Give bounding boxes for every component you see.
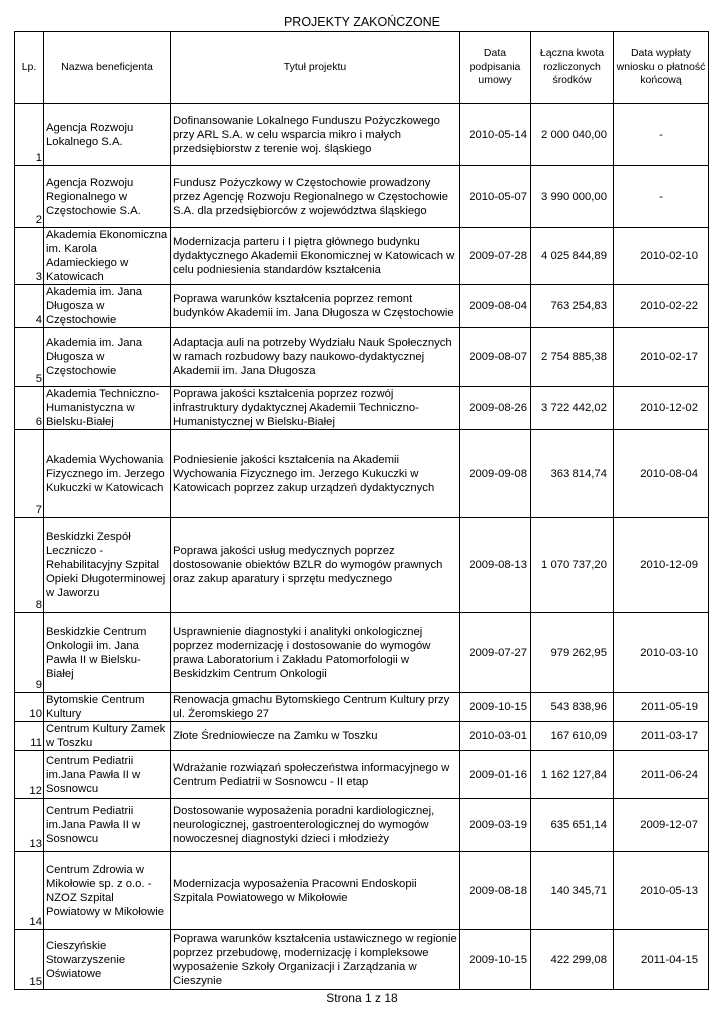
row-number: 15 bbox=[15, 930, 44, 990]
payment-date-cell: 2010-12-02 bbox=[614, 387, 709, 430]
row-number: 9 bbox=[15, 613, 44, 693]
row-number: 4 bbox=[15, 285, 44, 328]
beneficiary-cell: Akademia im. Jana Długosza w Częstochowie bbox=[44, 285, 171, 328]
payment-date-cell: 2010-02-17 bbox=[614, 328, 709, 387]
beneficiary-cell: Cieszyńskie Stowarzyszenie Oświatowe bbox=[44, 930, 171, 990]
row-number: 1 bbox=[15, 104, 44, 166]
payment-date-cell: 2010-03-10 bbox=[614, 613, 709, 693]
sign-date-cell: 2009-08-04 bbox=[460, 285, 531, 328]
beneficiary-cell: Akademia Wychowania Fizycznego im. Jerzego Kukuczki w Katowicach bbox=[44, 430, 171, 518]
header-lp: Lp. bbox=[15, 32, 44, 104]
payment-date-cell: 2009-12-07 bbox=[614, 799, 709, 852]
row-number: 3 bbox=[15, 228, 44, 285]
header-amount: Łączna kwota rozliczonych środków bbox=[531, 32, 614, 104]
header-row bbox=[15, 32, 709, 104]
projects-table bbox=[14, 31, 709, 990]
row-number: 14 bbox=[15, 852, 44, 930]
beneficiary-cell: Akademia Ekonomiczna im. Karola Adamieckiego w Katowicach bbox=[44, 228, 171, 285]
table-row bbox=[15, 387, 709, 430]
page-footer: Strona 1 z 18 bbox=[326, 991, 398, 1005]
header-project: Tytuł projektu bbox=[171, 32, 460, 104]
payment-date-cell: - bbox=[614, 166, 709, 228]
table-row bbox=[15, 799, 709, 852]
page-title: PROJEKTY ZAKOŃCZONE bbox=[283, 15, 441, 29]
row-number: 13 bbox=[15, 799, 44, 852]
payment-date-cell: 2010-02-22 bbox=[614, 285, 709, 328]
amount-cell: 363 814,74 bbox=[531, 430, 614, 518]
project-title-cell: Modernizacja wyposażenia Pracowni Endoskopii Szpitala Powiatowego w Mikołowie bbox=[171, 852, 460, 930]
project-title-cell: Dostosowanie wyposażenia poradni kardiologicznej, neurologicznej, gastroenterologicznej do wymogów nowoczesnej diagnostyki dzieci i młodzieży bbox=[171, 799, 460, 852]
sign-date-cell: 2009-10-15 bbox=[460, 930, 531, 990]
beneficiary-cell: Centrum Kultury Zamek w Toszku bbox=[44, 722, 171, 751]
sign-date-cell: 2009-07-27 bbox=[460, 613, 531, 693]
sign-date-cell: 2009-08-07 bbox=[460, 328, 531, 387]
table-row bbox=[15, 430, 709, 518]
table-row bbox=[15, 166, 709, 228]
amount-cell: 3 722 442,02 bbox=[531, 387, 614, 430]
sign-date-cell: 2009-03-19 bbox=[460, 799, 531, 852]
sign-date-cell: 2010-03-01 bbox=[460, 722, 531, 751]
sign-date-cell: 2009-08-18 bbox=[460, 852, 531, 930]
beneficiary-cell: Bytomskie Centrum Kultury bbox=[44, 693, 171, 722]
payment-date-cell: 2010-08-04 bbox=[614, 430, 709, 518]
amount-cell: 543 838,96 bbox=[531, 693, 614, 722]
sign-date-cell: 2009-01-16 bbox=[460, 751, 531, 799]
project-title-cell: Dofinansowanie Lokalnego Funduszu Pożyczkowego przy ARL S.A. w celu wsparcia mikro i małych przedsiębiorstw z terenie woj. śląskiego bbox=[171, 104, 460, 166]
beneficiary-cell: Agencja Rozwoju Regionalnego w Częstochowie S.A. bbox=[44, 166, 171, 228]
project-title-cell: Renowacja gmachu Bytomskiego Centrum Kultury przy ul. Żeromskiego 27 bbox=[171, 693, 460, 722]
amount-cell: 635 651,14 bbox=[531, 799, 614, 852]
table-row bbox=[15, 328, 709, 387]
table-row bbox=[15, 613, 709, 693]
sign-date-cell: 2009-10-15 bbox=[460, 693, 531, 722]
amount-cell: 4 025 844,89 bbox=[531, 228, 614, 285]
payment-date-cell: 2010-02-10 bbox=[614, 228, 709, 285]
beneficiary-cell: Centrum Zdrowia w Mikołowie sp. z o.o. - NZOZ Szpital Powiatowy w Mikołowie bbox=[44, 852, 171, 930]
table-row bbox=[15, 852, 709, 930]
project-title-cell: Modernizacja parteru i I piętra głównego budynku dydaktycznego Akademii Ekonomicznej w Katowicach w celu podniesienia standardów kształcenia bbox=[171, 228, 460, 285]
payment-date-cell: - bbox=[614, 104, 709, 166]
table-row bbox=[15, 518, 709, 613]
project-title-cell: Poprawa jakości kształcenia poprzez rozwój infrastruktury dydaktycznej Akademii Techniczno-Humanistycznej w Bielsku-Białej bbox=[171, 387, 460, 430]
beneficiary-cell: Akademia Techniczno-Humanistyczna w Bielsku-Białej bbox=[44, 387, 171, 430]
sign-date-cell: 2010-05-07 bbox=[460, 166, 531, 228]
row-number: 8 bbox=[15, 518, 44, 613]
beneficiary-cell: Beskidzki Zespół Leczniczo - Rehabilitacyjny Szpital Opieki Długoterminowej w Jaworzu bbox=[44, 518, 171, 613]
payment-date-cell: 2011-06-24 bbox=[614, 751, 709, 799]
table-row bbox=[15, 228, 709, 285]
amount-cell: 422 299,08 bbox=[531, 930, 614, 990]
project-title-cell: Fundusz Pożyczkowy w Częstochowie prowadzony przez Agencję Rozwoju Regionalnego w Częstochowie S.A. dla przedsiębiorców z województwa śląskiego bbox=[171, 166, 460, 228]
header-sign-date: Data podpisania umowy bbox=[460, 32, 531, 104]
table-row bbox=[15, 930, 709, 990]
header-payment-date: Data wypłaty wniosku o płatność końcową bbox=[614, 32, 709, 104]
amount-cell: 3 990 000,00 bbox=[531, 166, 614, 228]
payment-date-cell: 2010-12-09 bbox=[614, 518, 709, 613]
beneficiary-cell: Centrum Pediatrii im.Jana Pawła II w Sosnowcu bbox=[44, 799, 171, 852]
project-title-cell: Wdrażanie rozwiązań społeczeństwa informacyjnego w Centrum Pediatrii w Sosnowcu - II etap bbox=[171, 751, 460, 799]
amount-cell: 763 254,83 bbox=[531, 285, 614, 328]
payment-date-cell: 2011-04-15 bbox=[614, 930, 709, 990]
table-body bbox=[15, 104, 709, 990]
sign-date-cell: 2009-08-13 bbox=[460, 518, 531, 613]
sign-date-cell: 2009-08-26 bbox=[460, 387, 531, 430]
beneficiary-cell: Beskidzkie Centrum Onkologii im. Jana Pawła II w Bielsku-Białej bbox=[44, 613, 171, 693]
project-title-cell: Adaptacja auli na potrzeby Wydziału Nauk Społecznych w ramach rozbudowy bazy naukowo-dydaktycznej Akademii im. Jana Długosza bbox=[171, 328, 460, 387]
table-row bbox=[15, 722, 709, 751]
project-title-cell: Złote Średniowiecze na Zamku w Toszku bbox=[171, 722, 460, 751]
project-title-cell: Poprawa warunków kształcenia ustawicznego w regionie poprzez przebudowę, modernizację i kompleksowe wyposażenie Szkoły Organizacji i Zarządzania w Cieszynie bbox=[171, 930, 460, 990]
payment-date-cell: 2011-05-19 bbox=[614, 693, 709, 722]
row-number: 12 bbox=[15, 751, 44, 799]
sign-date-cell: 2010-05-14 bbox=[460, 104, 531, 166]
amount-cell: 1 162 127,84 bbox=[531, 751, 614, 799]
table-row bbox=[15, 285, 709, 328]
table-row bbox=[15, 104, 709, 166]
amount-cell: 979 262,95 bbox=[531, 613, 614, 693]
amount-cell: 167 610,09 bbox=[531, 722, 614, 751]
beneficiary-cell: Akademia im. Jana Długosza w Częstochowie bbox=[44, 328, 171, 387]
row-number: 10 bbox=[15, 693, 44, 722]
beneficiary-cell: Centrum Pediatrii im.Jana Pawła II w Sosnowcu bbox=[44, 751, 171, 799]
amount-cell: 2 000 040,00 bbox=[531, 104, 614, 166]
row-number: 7 bbox=[15, 430, 44, 518]
project-title-cell: Podniesienie jakości kształcenia na Akademii Wychowania Fizycznego im. Jerzego Kukuczki w Katowicach poprzez zakup urządzeń dydaktycznych bbox=[171, 430, 460, 518]
row-number: 6 bbox=[15, 387, 44, 430]
table-row bbox=[15, 751, 709, 799]
row-number: 2 bbox=[15, 166, 44, 228]
project-title-cell: Usprawnienie diagnostyki i analityki onkologicznej poprzez modernizację i dostosowanie do wymogów prawa Laboratorium i Zakładu Patomorfologii w Beskidzkim Centrum Onkologii bbox=[171, 613, 460, 693]
beneficiary-cell: Agencja Rozwoju Lokalnego S.A. bbox=[44, 104, 171, 166]
sign-date-cell: 2009-09-08 bbox=[460, 430, 531, 518]
payment-date-cell: 2011-03-17 bbox=[614, 722, 709, 751]
project-title-cell: Poprawa jakości usług medycznych poprzez dostosowanie obiektów BZLR do wymogów prawnych oraz zakup aparatury i sprzętu medycznego bbox=[171, 518, 460, 613]
row-number: 11 bbox=[15, 722, 44, 751]
payment-date-cell: 2010-05-13 bbox=[614, 852, 709, 930]
table-row bbox=[15, 693, 709, 722]
project-title-cell: Poprawa warunków kształcenia poprzez remont budynków Akademii im. Jana Długosza w Częstochowie bbox=[171, 285, 460, 328]
sign-date-cell: 2009-07-28 bbox=[460, 228, 531, 285]
amount-cell: 1 070 737,20 bbox=[531, 518, 614, 613]
header-beneficiary: Nazwa beneficjenta bbox=[44, 32, 171, 104]
amount-cell: 140 345,71 bbox=[531, 852, 614, 930]
row-number: 5 bbox=[15, 328, 44, 387]
amount-cell: 2 754 885,38 bbox=[531, 328, 614, 387]
